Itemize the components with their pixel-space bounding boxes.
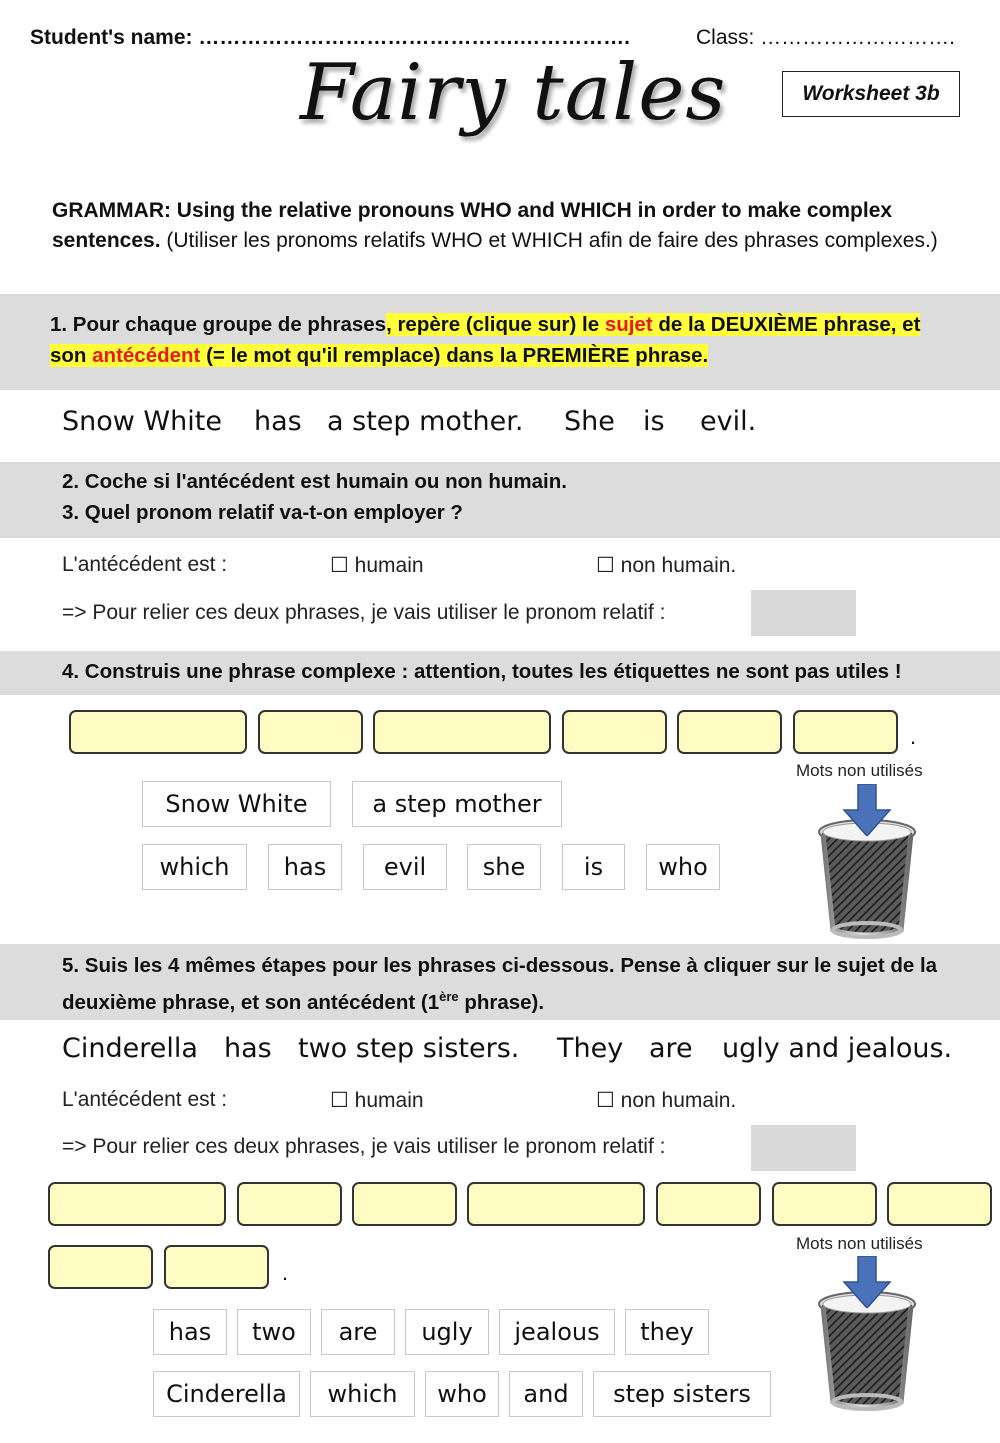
word-tile[interactable]: which — [142, 844, 247, 890]
word-tile[interactable]: has — [268, 844, 342, 890]
sentence1-word[interactable]: evil. — [700, 406, 757, 437]
word-tile[interactable]: they — [625, 1309, 709, 1355]
word-tile[interactable]: Snow White — [142, 781, 331, 827]
word-tile[interactable]: jealous — [499, 1309, 615, 1355]
sentence2-word[interactable]: Cinderella — [62, 1033, 198, 1064]
sentence1-word[interactable]: a step mother. — [327, 406, 524, 437]
antecedent-label: L'antécédent est : — [62, 1088, 228, 1111]
non-human-checkbox[interactable]: ☐ non humain. — [596, 554, 737, 577]
drop-slot[interactable] — [772, 1182, 877, 1226]
relier-label: => Pour relier ces deux phrases, je vais utiliser le pronom relatif : — [62, 601, 666, 624]
word-tile[interactable]: step sisters — [593, 1371, 771, 1417]
step5-text-a: 5. Suis les 4 mêmes étapes pour les phrases ci-dessous. Pense à cliquer sur le sujet de la deuxième phrase, et son antécédent (1 — [62, 954, 938, 1014]
drop-slot[interactable] — [352, 1182, 457, 1226]
drop-slot[interactable] — [887, 1182, 992, 1226]
relier-label: => Pour relier ces deux phrases, je vais utiliser le pronom relatif : — [62, 1135, 666, 1158]
non-human-checkbox[interactable]: ☐ non humain. — [596, 1089, 737, 1112]
grammar-intro — [52, 196, 952, 256]
step1-text-c: de la DEUXIÈME phrase, et son — [50, 313, 921, 367]
arrow-down-icon — [842, 1256, 892, 1308]
step1-text-a: 1. Pour chaque groupe de phrases — [50, 313, 387, 336]
grammar-translation: (Utiliser les pronoms relatifs WHO et WHICH afin de faire des phrases complexes.) — [160, 229, 938, 252]
antecedent-label: L'antécédent est : — [62, 553, 228, 576]
drop-slot[interactable] — [562, 710, 667, 754]
step1-antecedent: antécédent — [92, 344, 201, 367]
page-title: Fairy tales — [300, 48, 727, 138]
class-label: Class: ………………………. — [696, 26, 956, 49]
word-tile[interactable]: a step mother — [352, 781, 562, 827]
step4-instruction: 4. Construis une phrase complexe : attention, toutes les étiquettes ne sont pas utiles ! — [62, 660, 902, 683]
word-tile[interactable]: ugly — [405, 1309, 489, 1355]
step1-sujet: sujet — [604, 313, 653, 336]
sentence1-word[interactable]: Snow White — [62, 406, 222, 437]
drop-slot[interactable] — [237, 1182, 342, 1226]
word-tile[interactable]: who — [425, 1371, 499, 1417]
drop-slot[interactable] — [48, 1245, 153, 1289]
relative-pronoun-answer-box[interactable] — [751, 1125, 856, 1171]
step1-text-b: , repère (clique sur) le — [386, 313, 605, 336]
drop-slot[interactable] — [677, 710, 782, 754]
drop-slot[interactable] — [373, 710, 551, 754]
word-tile[interactable]: Cinderella — [153, 1371, 300, 1417]
drop-slot[interactable] — [69, 710, 247, 754]
word-tile[interactable]: which — [310, 1371, 415, 1417]
word-tile[interactable]: who — [646, 844, 720, 890]
worksheet-badge: Worksheet 3b — [782, 71, 960, 117]
step5-text-b: phrase). — [458, 990, 545, 1014]
step3-instruction: 3. Quel pronom relatif va-t-on employer ? — [62, 501, 463, 524]
human-checkbox[interactable]: ☐ humain — [330, 554, 424, 577]
sentence1-word[interactable]: has — [254, 406, 302, 437]
sentence2-word[interactable]: They — [557, 1033, 624, 1064]
step2-instruction: 2. Coche si l'antécédent est humain ou non humain. — [62, 470, 567, 493]
sentence2-word[interactable]: are — [649, 1033, 693, 1064]
sentence-period: . — [282, 1260, 289, 1285]
drop-slot[interactable] — [164, 1245, 269, 1289]
word-tile[interactable]: is — [562, 844, 625, 890]
sentence2-word[interactable]: ugly and jealous. — [722, 1033, 953, 1064]
word-tile[interactable]: evil — [363, 844, 447, 890]
arrow-down-icon — [842, 784, 892, 836]
human-checkbox[interactable]: ☐ humain — [330, 1089, 424, 1112]
drop-slot[interactable] — [656, 1182, 761, 1226]
word-tile[interactable]: and — [509, 1371, 583, 1417]
step5-instruction — [62, 950, 982, 1018]
sentence-period: . — [910, 724, 917, 749]
unused-words-label: Mots non utilisés — [796, 761, 923, 780]
drop-slot[interactable] — [48, 1182, 226, 1226]
step1-text-d: (= le mot qu'il remplace) dans la PREMIÈRE phrase. — [200, 344, 709, 367]
word-tile[interactable]: two — [237, 1309, 311, 1355]
grammar-bold: GRAMMAR: Using the relative pronouns WHO and WHICH in order to make complex sentences. — [52, 199, 893, 252]
step1-instruction — [50, 309, 950, 371]
drop-slot[interactable] — [793, 710, 898, 754]
word-tile[interactable]: she — [467, 844, 541, 890]
step5-sup: ère — [439, 989, 459, 1004]
word-tile[interactable]: are — [321, 1309, 395, 1355]
sentence2-word[interactable]: has — [224, 1033, 272, 1064]
unused-words-label: Mots non utilisés — [796, 1234, 923, 1253]
sentence2-word[interactable]: two step sisters. — [298, 1033, 520, 1064]
drop-slot[interactable] — [467, 1182, 645, 1226]
word-tile[interactable]: has — [153, 1309, 227, 1355]
drop-slot[interactable] — [258, 710, 363, 754]
relative-pronoun-answer-box[interactable] — [751, 590, 856, 636]
sentence1-word[interactable]: She — [564, 406, 615, 437]
sentence1-word[interactable]: is — [643, 406, 665, 437]
student-name-label: Student's name: ……………………………………….……………. — [30, 26, 631, 49]
